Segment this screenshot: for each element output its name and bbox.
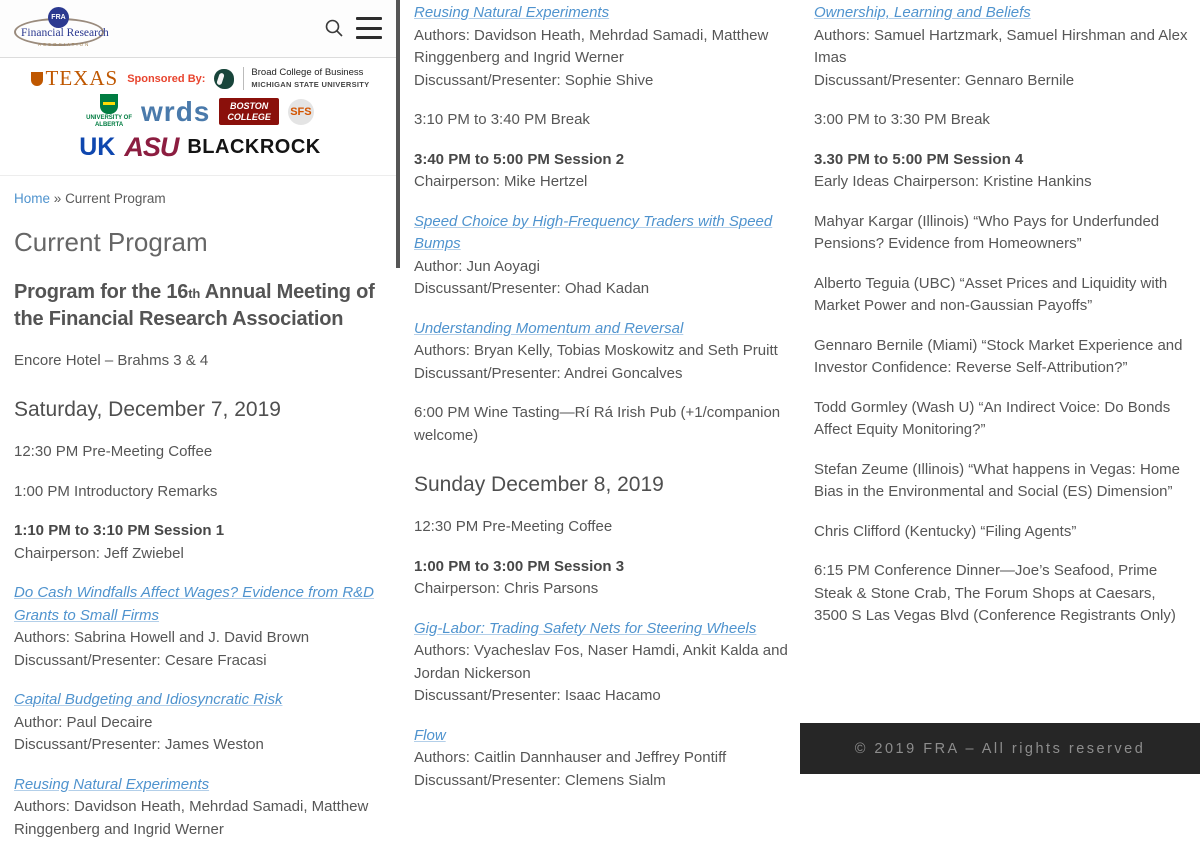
texas-shield-icon: [31, 72, 43, 86]
program-column-3-content: [800, 2, 1200, 628]
paper-title-link[interactable]: Speed Choice by High-Frequency Traders with Speed Bumps: [414, 212, 773, 252]
hamburger-menu-button[interactable]: [356, 17, 382, 39]
session-time: 3:40 PM to 5:00 PM Session 2: [414, 150, 625, 168]
session-chairperson: Chairperson: Mike Hertzel: [414, 173, 588, 190]
logo-association-text: ASSOCIATION: [38, 42, 91, 47]
paper-block: [814, 2, 1188, 92]
paper-block: [414, 318, 788, 386]
sponsor-row: [86, 94, 314, 129]
program-column-1-content: [0, 350, 400, 841]
paper-meta: Authors: Caitlin Dannhauser and Jeffrey Pontiff: [414, 749, 727, 767]
paper-block: [414, 211, 788, 301]
day-heading: Sunday December 8, 2019: [414, 473, 664, 496]
sponsor-banner: [0, 58, 400, 176]
hamburger-icon: [356, 36, 382, 39]
boston-college-logo: BOSTON COLLEGE: [219, 98, 279, 125]
copyright-text: © 2019 FRA – All rights reserved: [854, 740, 1146, 757]
breadcrumb-separator: »: [53, 191, 62, 207]
paper-meta: Discussant/Presenter: Isaac Hacamo: [414, 687, 661, 705]
msu-broad-college-logo: Broad College of Business MICHIGAN STATE UNIVERSITY: [243, 67, 369, 91]
texas-logo: TEXAS: [31, 66, 119, 91]
alberta-logo: UNIVERSITY OF ALBERTA: [86, 94, 132, 129]
paper-block: [414, 725, 788, 793]
program-item: 6:15 PM Conference Dinner—Joe’s Seafood, Prime Steak & Stone Crab, The Forum Shops at Caesars, 3500 S Las Vegas Blvd (Conference Registrants Only): [814, 562, 1176, 624]
program-item: 3:00 PM to 3:30 PM Break: [814, 111, 990, 128]
breadcrumb-current: Current Program: [65, 191, 166, 207]
paper-meta: Author: Paul Decaire: [14, 713, 153, 731]
page-title: Current Program: [14, 227, 208, 258]
fra-logo[interactable]: [12, 6, 112, 52]
program-column-2-content: [400, 2, 800, 792]
session-chairperson: Chairperson: Jeff Zwiebel: [14, 544, 184, 562]
session-time: 1:10 PM to 3:10 PM Session 1: [14, 522, 225, 540]
day-heading: Saturday, December 7, 2019: [14, 398, 281, 422]
paper-meta: Discussant/Presenter: James Weston: [14, 736, 264, 754]
breadcrumb-home-link[interactable]: Home: [14, 191, 51, 207]
program-column-2: [400, 0, 800, 789]
program-item: Encore Hotel – Brahms 3 & 4: [14, 351, 209, 369]
paper-block: [14, 689, 388, 757]
program-item: 12:30 PM Pre-Meeting Coffee: [14, 443, 213, 461]
paper-block: [414, 618, 788, 708]
program-item: Alberto Teguia (UBC) “Asset Prices and Liquidity with Market Power and non-Gaussian Payoffs”: [814, 274, 1168, 314]
sponsored-by-label: Sponsored By:: [127, 72, 206, 85]
sponsor-row: [79, 132, 321, 163]
paper-block: [14, 582, 388, 672]
logo-fra-circle: FRA: [48, 7, 69, 28]
session-time: 3.30 PM to 5:00 PM Session 4: [814, 150, 1024, 168]
search-icon: [324, 18, 344, 38]
program-item: Todd Gormley (Wash U) “An Indirect Voice: Do Bonds Affect Equity Monitoring?”: [814, 398, 1171, 438]
paper-meta: Discussant/Presenter: Ohad Kadan: [414, 280, 650, 297]
paper-meta: Discussant/Presenter: Gennaro Bernile: [814, 71, 1075, 89]
session-block: [14, 520, 388, 565]
sfs-logo: SFS: [288, 99, 314, 125]
paper-meta: Discussant/Presenter: Clemens Sialm: [414, 771, 666, 789]
kentucky-uk-logo: UK: [79, 133, 116, 162]
program-item: 3:10 PM to 3:40 PM Break: [414, 111, 590, 128]
wrds-logo: wrds: [141, 95, 211, 127]
paper-title-link[interactable]: Capital Budgeting and Idiosyncratic Risk: [14, 691, 283, 709]
blackrock-logo: BLACKROCK: [187, 136, 321, 159]
session-block: [414, 556, 788, 601]
session-block: [814, 149, 1188, 194]
paper-title-link[interactable]: Do Cash Windfalls Affect Wages? Evidence from R&D Grants to Small Firms: [14, 584, 375, 624]
paper-meta: Discussant/Presenter: Sophie Shive: [414, 71, 654, 89]
paper-title-link[interactable]: Gig-Labor: Trading Safety Nets for Steering Wheels: [414, 619, 757, 637]
session-chairperson: Early Ideas Chairperson: Kristine Hankins: [814, 173, 1092, 190]
session-time: 1:00 PM to 3:00 PM Session 3: [414, 557, 625, 575]
asu-logo: ASU: [124, 132, 179, 163]
paper-meta: Authors: Davidson Heath, Mehrdad Samadi, Matthew Ringgenberg and Ingrid Werner: [414, 26, 769, 66]
paper-title-link[interactable]: Understanding Momentum and Reversal: [414, 319, 684, 337]
paper-block: [414, 2, 788, 92]
paper-title-link[interactable]: Reusing Natural Experiments: [14, 775, 210, 793]
paper-meta: Author: Jun Aoyagi: [414, 257, 540, 275]
program-item: Gennaro Bernile (Miami) “Stock Market Experience and Investor Confidence: Reverse Self-Attribution?”: [814, 336, 1183, 376]
hamburger-icon: [356, 27, 382, 30]
program-item: Mahyar Kargar (Illinois) “Who Pays for Underfunded Pensions? Evidence from Homeowners”: [814, 212, 1160, 252]
breadcrumb: [14, 191, 386, 206]
program-item: 12:30 PM Pre-Meeting Coffee: [414, 518, 613, 536]
sponsor-row: [31, 66, 370, 91]
paper-title-link[interactable]: Reusing Natural Experiments: [414, 4, 610, 21]
session-chairperson: Chairperson: Chris Parsons: [414, 580, 599, 598]
paper-meta: Discussant/Presenter: Andrei Goncalves: [414, 364, 683, 382]
msu-spartan-icon: [214, 69, 234, 89]
paper-block: [14, 774, 388, 841]
session-block: [414, 149, 788, 194]
program-item: 1:00 PM Introductory Remarks: [14, 482, 218, 500]
program-heading: Program for the 16th Annual Meeting of the Financial Research Association: [14, 280, 375, 330]
hamburger-icon: [356, 17, 382, 20]
paper-meta: Authors: Vyacheslav Fos, Naser Hamdi, Ankit Kalda and Jordan Nickerson: [414, 642, 788, 682]
paper-meta: Authors: Sabrina Howell and J. David Brown: [14, 629, 310, 647]
program-column-3: [800, 0, 1200, 774]
paper-meta: Authors: Bryan Kelly, Tobias Moskowitz and Seth Pruitt: [414, 342, 778, 359]
paper-meta: Authors: Davidson Heath, Mehrdad Samadi, Matthew Ringgenberg and Ingrid Werner: [14, 798, 369, 838]
program-column-1: [0, 0, 400, 838]
paper-title-link[interactable]: Ownership, Learning and Beliefs: [814, 4, 1031, 21]
paper-title-link[interactable]: Flow: [414, 726, 446, 744]
alberta-shield-icon: [100, 94, 118, 114]
program-item: Stefan Zeume (Illinois) “What happens in Vegas: Home Bias in the Environmental and Social (ES) Dimension”: [814, 460, 1181, 500]
paper-meta: Discussant/Presenter: Cesare Fracasi: [14, 651, 267, 669]
paper-meta: Authors: Samuel Hartzmark, Samuel Hirshman and Alex Imas: [814, 26, 1188, 66]
program-item: Chris Clifford (Kentucky) “Filing Agents”: [814, 522, 1077, 540]
program-item: 6:00 PM Wine Tasting—Rí Rá Irish Pub (+1/companion welcome): [414, 404, 781, 444]
search-button[interactable]: [324, 18, 344, 38]
site-footer: [800, 723, 1200, 774]
site-header: [0, 0, 400, 58]
logo-wordmark: Financial Research: [21, 27, 109, 39]
